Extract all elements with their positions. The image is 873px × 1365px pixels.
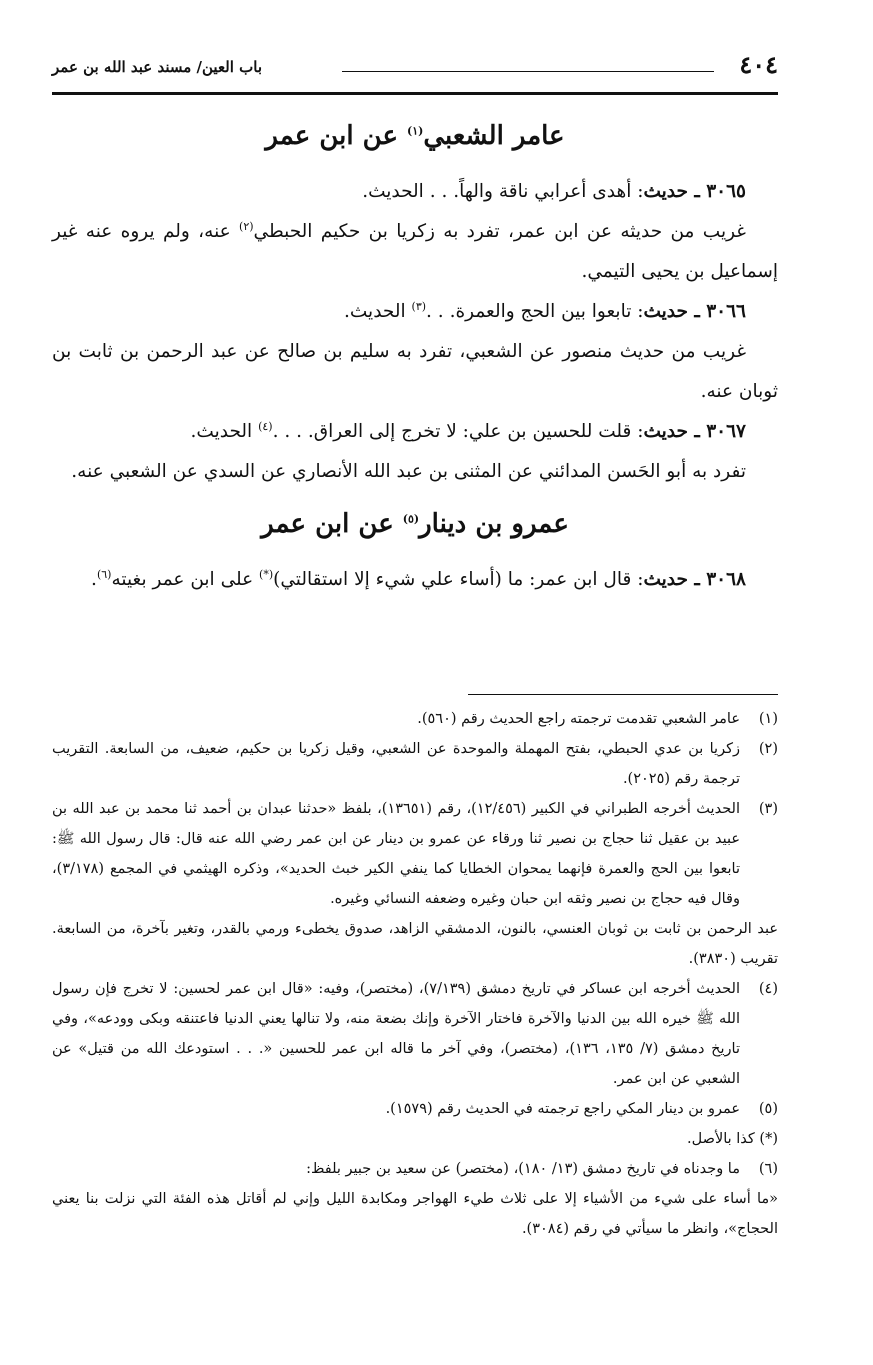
footnote-number: (٢) <box>758 741 778 757</box>
heading-text: عمرو بن دينار <box>419 509 569 539</box>
hadith-keyword: حديث <box>643 181 688 202</box>
hadith-text: : قلت للحسين بن علي: لا تخرج إلى العراق. . . . <box>272 421 644 442</box>
hadith-commentary: غريب من حديث منصور عن الشعبي، تفرد به سليم بن صالح عن عبد الرحمن بن ثابت بن ثوبان عنه. <box>52 341 778 402</box>
section-heading <box>52 112 778 160</box>
hadith-entry: ٣٠٦٧ ـ حديث: قلت للحسين بن علي: لا تخرج إلى العراق. . . .$^{(٤)}$ الحديث. <box>190 419 746 442</box>
hadith-keyword: حديث <box>643 301 688 322</box>
footnote-continuation <box>52 914 778 974</box>
footnote-number: (٣) <box>758 801 778 817</box>
footnote <box>52 794 778 914</box>
footnote-ref[interactable]: (٤) <box>258 419 273 433</box>
footnote-ref[interactable]: (٢) <box>239 219 254 233</box>
footnote-text: زكريا بن عدي الحبطي، بفتح المهملة والموحدة عن الشعبي، وقيل زكريا بن حكيم، ضعيف، من السابعة. التقريب ترجمة رقم (٢٠٢٥). <box>52 741 740 787</box>
hadith-number: ٣٠٦٨ <box>706 569 746 590</box>
footnote <box>52 1124 778 1154</box>
footnote-ref[interactable]: (٥) <box>402 512 420 526</box>
heading-text: عن ابن عمر <box>261 509 403 539</box>
footnote-text: عامر الشعبي تقدمت ترجمته راجع الحديث رقم (٥٦٠). <box>417 711 740 727</box>
footnote-continuation <box>52 1184 778 1244</box>
hadith-text: الحديث. <box>190 421 259 442</box>
heading-text: عن ابن عمر <box>265 121 408 151</box>
footnote <box>52 704 778 734</box>
hadith-commentary: تفرد به أبو الحَسن المدائني عن المثنى بن عبد الله الأنصاري عن السدي عن الشعبي عنه. <box>71 461 746 482</box>
footnote-ref[interactable]: (٣) <box>411 299 427 313</box>
footnotes <box>52 704 778 1244</box>
footnote-text: (*) كذا بالأصل. <box>687 1131 778 1147</box>
footnote-ref[interactable]: (١) <box>407 124 424 138</box>
hadith-text: : تابعوا بين الحج والعمرة. . . <box>426 301 644 322</box>
hadith-number: ٣٠٦٧ <box>706 421 746 442</box>
hadith-commentary <box>52 212 778 292</box>
page-number: ٤٠٤ <box>739 50 778 79</box>
main-text <box>52 112 778 600</box>
footnote <box>52 1094 778 1124</box>
hadith-keyword: حديث <box>643 569 688 590</box>
footnote <box>52 1154 778 1184</box>
header-leader-line <box>342 71 714 72</box>
footnote <box>52 734 778 794</box>
footnote-number: (٤) <box>758 981 778 997</box>
heading-text: عامر الشعبي <box>423 121 565 151</box>
footnote-number: (٦) <box>758 1161 778 1177</box>
footnote <box>52 974 778 1094</box>
running-header <box>52 52 778 95</box>
commentary-text: غريب من حديثه عن ابن عمر، تفرد به زكريا بن حكيم الحبطي <box>253 221 746 242</box>
footnote-number: (١) <box>758 711 778 727</box>
hadith-entry: ٣٠٦٥ ـ حديث: أهدى أعرابي ناقة والهاً. . . الحديث. <box>362 181 746 202</box>
hadith-number: ٣٠٦٥ <box>706 181 746 202</box>
footnote-text: ما وجدناه في تاريخ دمشق (١٣/ ١٨٠)، (مختصر) عن سعيد بن جبير بلفظ: <box>306 1161 740 1177</box>
hadith-entry: ٣٠٦٨ ـ حديث: قال ابن عمر: ما (أساء علي شيء إلا استقالتي)(*) على ابن عمر بغيته$^{(٦)}$. <box>91 567 746 590</box>
footnote-number: (٥) <box>758 1101 778 1117</box>
footnote-ref[interactable]: (*) <box>259 567 274 581</box>
hadith-text: : قال ابن عمر: ما (أساء علي شيء إلا استقالتي) <box>273 569 644 590</box>
running-title: باب العين/ مسند عبد الله بن عمر <box>52 58 262 76</box>
hadith-entry: ٣٠٦٦ ـ حديث: تابعوا بين الحج والعمرة. . .$^{(٣)}$ الحديث. <box>344 299 746 322</box>
hadith-keyword: حديث <box>643 421 688 442</box>
hadith-text: على ابن عمر بغيته <box>111 569 260 590</box>
hadith-text: : أهدى أعرابي ناقة والهاً. . . الحديث. <box>362 181 644 202</box>
footnote-text: «ما أساء على شيء من الأشياء إلا على ثلاث طيء الهواجر ومكابدة الليل وإني لم أقاتل هذه الفئة التي نزلت بنا يعني الحجاج»، وانظر ما سيأتي في رقم (٣٠٨٤). <box>52 1191 778 1237</box>
commentary-text: عنه، ولم يروه عنه غير إسماعيل بن يحيى التيمي. <box>52 221 778 282</box>
hadith-number: ٣٠٦٦ <box>706 301 746 322</box>
footnote-separator <box>468 694 778 695</box>
footnote-text: الحديث أخرجه الطبراني في الكبير (١٢/٤٥٦)، رقم (١٣٦٥١)، بلفظ «حدثنا عبدان بن أحمد ثنا محمد بن عبد الله بن عبيد بن عقيل ثنا حجاج بن نصير ثنا ورقاء عن عمرو بن دينار عن ابن عمر رضي الله عنه قال: قال رسول الله ﷺ: تابعوا بين الحج والعمرة فإنهما يمحوان الخطايا كما ينفي الكير خبث الحديد»، وذكره الهيثمي في المجمع (٣/١٧٨)، وقال فيه حجاج بن نصير وثقه ابن حبان وغيره وضعفه النسائي وغيره. <box>52 801 740 907</box>
hadith-text: . <box>91 569 97 590</box>
footnote-ref[interactable]: (٦) <box>96 567 112 581</box>
hadith-text: الحديث. <box>344 301 412 322</box>
footnote-text: الحديث أخرجه ابن عساكر في تاريخ دمشق (٧/١٣٩)، (مختصر)، وفيه: «قال ابن عمر لحسين: لا تخرج فإن رسول الله ﷺ خيره الله بين الدنيا والآخرة فاختار الآخرة وإنك بضعة منه، ولا تنالها يعني الدنيا فاعتنقه وبكى وودعه»، وفي تاريخ دمشق (٧/ ١٣٥، ١٣٦)، (مختصر)، وفي آخر ما قاله ابن عمر للحسين «. . . استودعك الله من قتيل» عن الشعبي عن ابن عمر. <box>52 981 740 1087</box>
footnote-text: عمرو بن دينار المكي راجع ترجمته في الحديث رقم (١٥٧٩). <box>385 1101 740 1117</box>
footnote-text: عبد الرحمن بن ثابت بن ثوبان العنسي، بالنون، الدمشقي الزاهد، صدوق يخطىء ورمي بالقدر، وتغير بآخرة، من السابعة. تقريب (٣٨٣٠). <box>52 921 778 967</box>
section-heading <box>52 500 778 548</box>
